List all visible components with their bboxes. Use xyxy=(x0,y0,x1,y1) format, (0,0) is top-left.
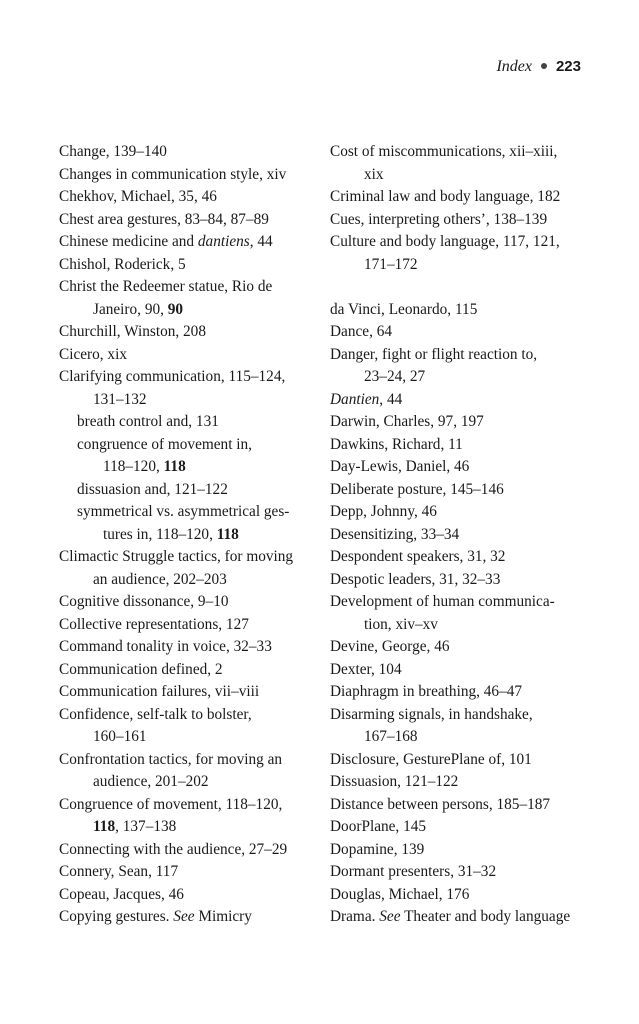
index-entry-line xyxy=(330,389,600,412)
index-entry-line xyxy=(59,231,321,254)
index-entry-line xyxy=(59,839,321,862)
index-entry-line xyxy=(330,411,600,434)
index-entry-line xyxy=(59,209,321,232)
entry-text: Deliberate posture, 145–146 xyxy=(330,480,504,498)
index-entry-line xyxy=(59,186,321,209)
entry-text: Change, 139–140 xyxy=(59,143,167,160)
entry-text: tures in, 118–120, xyxy=(103,525,217,543)
entry-text: Development of human communica- xyxy=(330,593,555,610)
entry-text: Chekhov, Michael, 35, 46 xyxy=(59,188,217,205)
index-entry-line xyxy=(59,141,321,164)
index-entry-line xyxy=(59,321,321,344)
entry-text: congruence of movement in, xyxy=(77,435,253,453)
entry-text: Chishol, Roderick, 5 xyxy=(59,255,186,273)
index-entry-line xyxy=(330,614,600,637)
entry-text: Dormant presenters, 31–32 xyxy=(330,863,497,880)
entry-text: 131–132 xyxy=(93,390,147,408)
index-entry-line xyxy=(330,209,600,232)
entry-text: Disclosure, GesturePlane of, 101 xyxy=(330,750,532,768)
entry-text: tion, xiv–xv xyxy=(364,615,438,633)
index-entry-line xyxy=(330,704,600,727)
index-entry-line xyxy=(330,524,600,547)
entry-text: Danger, fight or flight reaction to, xyxy=(330,345,538,363)
entry-text: 118–120, xyxy=(103,458,164,475)
index-entry-line xyxy=(330,546,600,569)
index-entry-line xyxy=(59,749,321,772)
index-entry-line xyxy=(59,906,321,929)
index-entry-line xyxy=(59,299,321,322)
entry-text: Desensitizing, 33–34 xyxy=(330,525,460,543)
index-entry-line xyxy=(59,434,321,457)
entry-text: Dance, 64 xyxy=(330,323,393,340)
entry-text: Christ the Redeemer statue, Rio de xyxy=(59,278,273,295)
index-entry-line xyxy=(330,749,600,772)
entry-text: Despotic leaders, 31, 32–33 xyxy=(330,570,501,588)
index-right-column xyxy=(330,141,600,929)
running-header xyxy=(496,56,581,78)
letter-group-gap xyxy=(330,276,600,299)
index-entry-line xyxy=(59,164,321,187)
entry-text: Cognitive dissonance, 9–10 xyxy=(59,593,229,610)
entry-text: da Vinci, Leonardo, 115 xyxy=(330,300,478,318)
entry-text: Communication failures, vii–viii xyxy=(59,683,260,700)
index-entry-line xyxy=(59,861,321,884)
index-entry-line xyxy=(59,591,321,614)
entry-text: DoorPlane, 145 xyxy=(330,818,427,835)
index-entry-line xyxy=(59,771,321,794)
index-left-column xyxy=(59,141,321,929)
entry-text: symmetrical vs. asymmetrical ges- xyxy=(77,503,290,520)
entry-text: Criminal law and body language, 182 xyxy=(330,188,561,205)
entry-text: Day-Lewis, Daniel, 46 xyxy=(330,458,470,475)
entry-text: breath control and, 131 xyxy=(77,413,219,430)
index-entry-line xyxy=(59,366,321,389)
index-entry-line xyxy=(59,501,321,524)
entry-text: Dawkins, Richard, 11 xyxy=(330,435,463,453)
index-entry-line xyxy=(330,839,600,862)
italic-term: See xyxy=(173,908,195,925)
page-number: 223 xyxy=(555,58,581,75)
illustration-page-ref: 118 xyxy=(163,458,186,475)
index-entry-line xyxy=(330,254,600,277)
entry-text: 167–168 xyxy=(364,728,418,745)
italic-term: Dantien xyxy=(330,390,380,408)
index-entry-line xyxy=(330,344,600,367)
index-entry-line xyxy=(59,389,321,412)
entry-text: xix xyxy=(364,165,384,183)
entry-text: Theater and body language xyxy=(400,908,571,925)
index-entry-line xyxy=(59,569,321,592)
entry-text: Copying gestures. xyxy=(59,908,174,925)
index-entry-line xyxy=(330,591,600,614)
index-entry-line xyxy=(330,884,600,907)
index-entry-line xyxy=(59,456,321,479)
index-entry-line xyxy=(330,456,600,479)
index-entry-line xyxy=(59,794,321,817)
section-title: Index xyxy=(496,58,532,75)
index-entry-line xyxy=(59,254,321,277)
entry-text: Culture and body language, 117, 121, xyxy=(330,233,560,250)
index-entry-line xyxy=(330,636,600,659)
index-entry-line xyxy=(330,231,600,254)
italic-term: dantiens xyxy=(197,233,250,250)
entry-text: Confrontation tactics, for moving an xyxy=(59,750,283,768)
entry-text: Drama. xyxy=(330,908,380,925)
entry-text: Communication defined, 2 xyxy=(59,660,223,678)
entry-text: Cues, interpreting others’, 138–139 xyxy=(330,210,548,228)
index-entry-line xyxy=(59,524,321,547)
index-entry-line xyxy=(330,321,600,344)
illustration-page-ref: 90 xyxy=(167,300,184,318)
index-entry-line xyxy=(59,614,321,637)
index-entry-line xyxy=(59,884,321,907)
entry-text: Distance between persons, 185–187 xyxy=(330,795,551,813)
entry-text: Devine, George, 46 xyxy=(330,638,450,655)
index-entry-line xyxy=(59,704,321,727)
italic-term: See xyxy=(379,908,401,925)
entry-text: Dissuasion, 121–122 xyxy=(330,773,459,790)
index-entry-line xyxy=(330,164,600,187)
bullet-separator xyxy=(541,63,547,69)
entry-text: audience, 201–202 xyxy=(93,773,209,790)
entry-text: Dopamine, 139 xyxy=(330,840,425,858)
entry-text: Chest area gestures, 83–84, 87–89 xyxy=(59,210,269,228)
entry-text: Darwin, Charles, 97, 197 xyxy=(330,413,484,430)
entry-text: Despondent speakers, 31, 32 xyxy=(330,548,506,565)
entry-text: Connecting with the audience, 27–29 xyxy=(59,840,288,858)
entry-text: Douglas, Michael, 176 xyxy=(330,885,470,903)
index-entry-line xyxy=(59,636,321,659)
entry-text: Cost of miscommunications, xii–xiii, xyxy=(330,143,558,160)
index-entry-line xyxy=(330,141,600,164)
index-entry-line xyxy=(330,726,600,749)
entry-text: 23–24, 27 xyxy=(364,368,426,385)
entry-text: Connery, Sean, 117 xyxy=(59,863,179,880)
index-entry-line xyxy=(330,816,600,839)
entry-text: Chinese medicine and xyxy=(59,233,198,250)
entry-text: Cicero, xix xyxy=(59,345,127,363)
index-entry-line xyxy=(59,344,321,367)
illustration-page-ref: 118 xyxy=(93,818,116,835)
index-entry-line xyxy=(59,479,321,502)
index-entry-line xyxy=(330,794,600,817)
entry-text: Command tonality in voice, 32–33 xyxy=(59,638,272,655)
index-entry-line xyxy=(59,659,321,682)
index-entry-line xyxy=(330,366,600,389)
index-entry-line xyxy=(59,546,321,569)
index-entry-line xyxy=(59,411,321,434)
entry-text: Churchill, Winston, 208 xyxy=(59,323,206,340)
entry-text: Collective representations, 127 xyxy=(59,615,249,633)
entry-text: , 44 xyxy=(249,233,273,250)
entry-text: , 137–138 xyxy=(115,818,177,835)
index-entry-line xyxy=(330,569,600,592)
entry-text: Diaphragm in breathing, 46–47 xyxy=(330,683,523,700)
index-entry-line xyxy=(330,434,600,457)
entry-text: , 44 xyxy=(379,390,403,408)
entry-text: Changes in communication style, xiv xyxy=(59,165,287,183)
illustration-page-ref: 118 xyxy=(216,525,239,543)
entry-text: Congruence of movement, 118–120, xyxy=(59,795,283,813)
index-entry-line xyxy=(330,186,600,209)
index-entry-line xyxy=(330,659,600,682)
index-entry-line xyxy=(330,299,600,322)
index-entry-line xyxy=(59,816,321,839)
index-entry-line xyxy=(59,726,321,749)
index-entry-line xyxy=(330,771,600,794)
index-entry-line xyxy=(330,501,600,524)
index-entry-line xyxy=(330,906,600,929)
index-entry-line xyxy=(330,861,600,884)
entry-text: Climactic Struggle tactics, for moving xyxy=(59,548,294,565)
entry-text: Confidence, self-talk to bolster, xyxy=(59,705,252,723)
entry-text: 160–161 xyxy=(93,728,147,745)
entry-text: Janeiro, 90, xyxy=(93,300,168,318)
index-entry-line xyxy=(59,681,321,704)
entry-text: Dexter, 104 xyxy=(330,660,402,678)
entry-text: Mimicry xyxy=(194,908,252,925)
entry-text: Copeau, Jacques, 46 xyxy=(59,885,184,903)
index-entry-line xyxy=(59,276,321,299)
entry-text: Depp, Johnny, 46 xyxy=(330,503,437,520)
entry-text: dissuasion and, 121–122 xyxy=(77,480,228,498)
entry-text: 171–172 xyxy=(364,255,418,273)
entry-text: Disarming signals, in handshake, xyxy=(330,705,533,723)
index-entry-line xyxy=(330,479,600,502)
index-entry-line xyxy=(330,681,600,704)
entry-text: an audience, 202–203 xyxy=(93,570,227,588)
entry-text: Clarifying communication, 115–124, xyxy=(59,368,286,385)
